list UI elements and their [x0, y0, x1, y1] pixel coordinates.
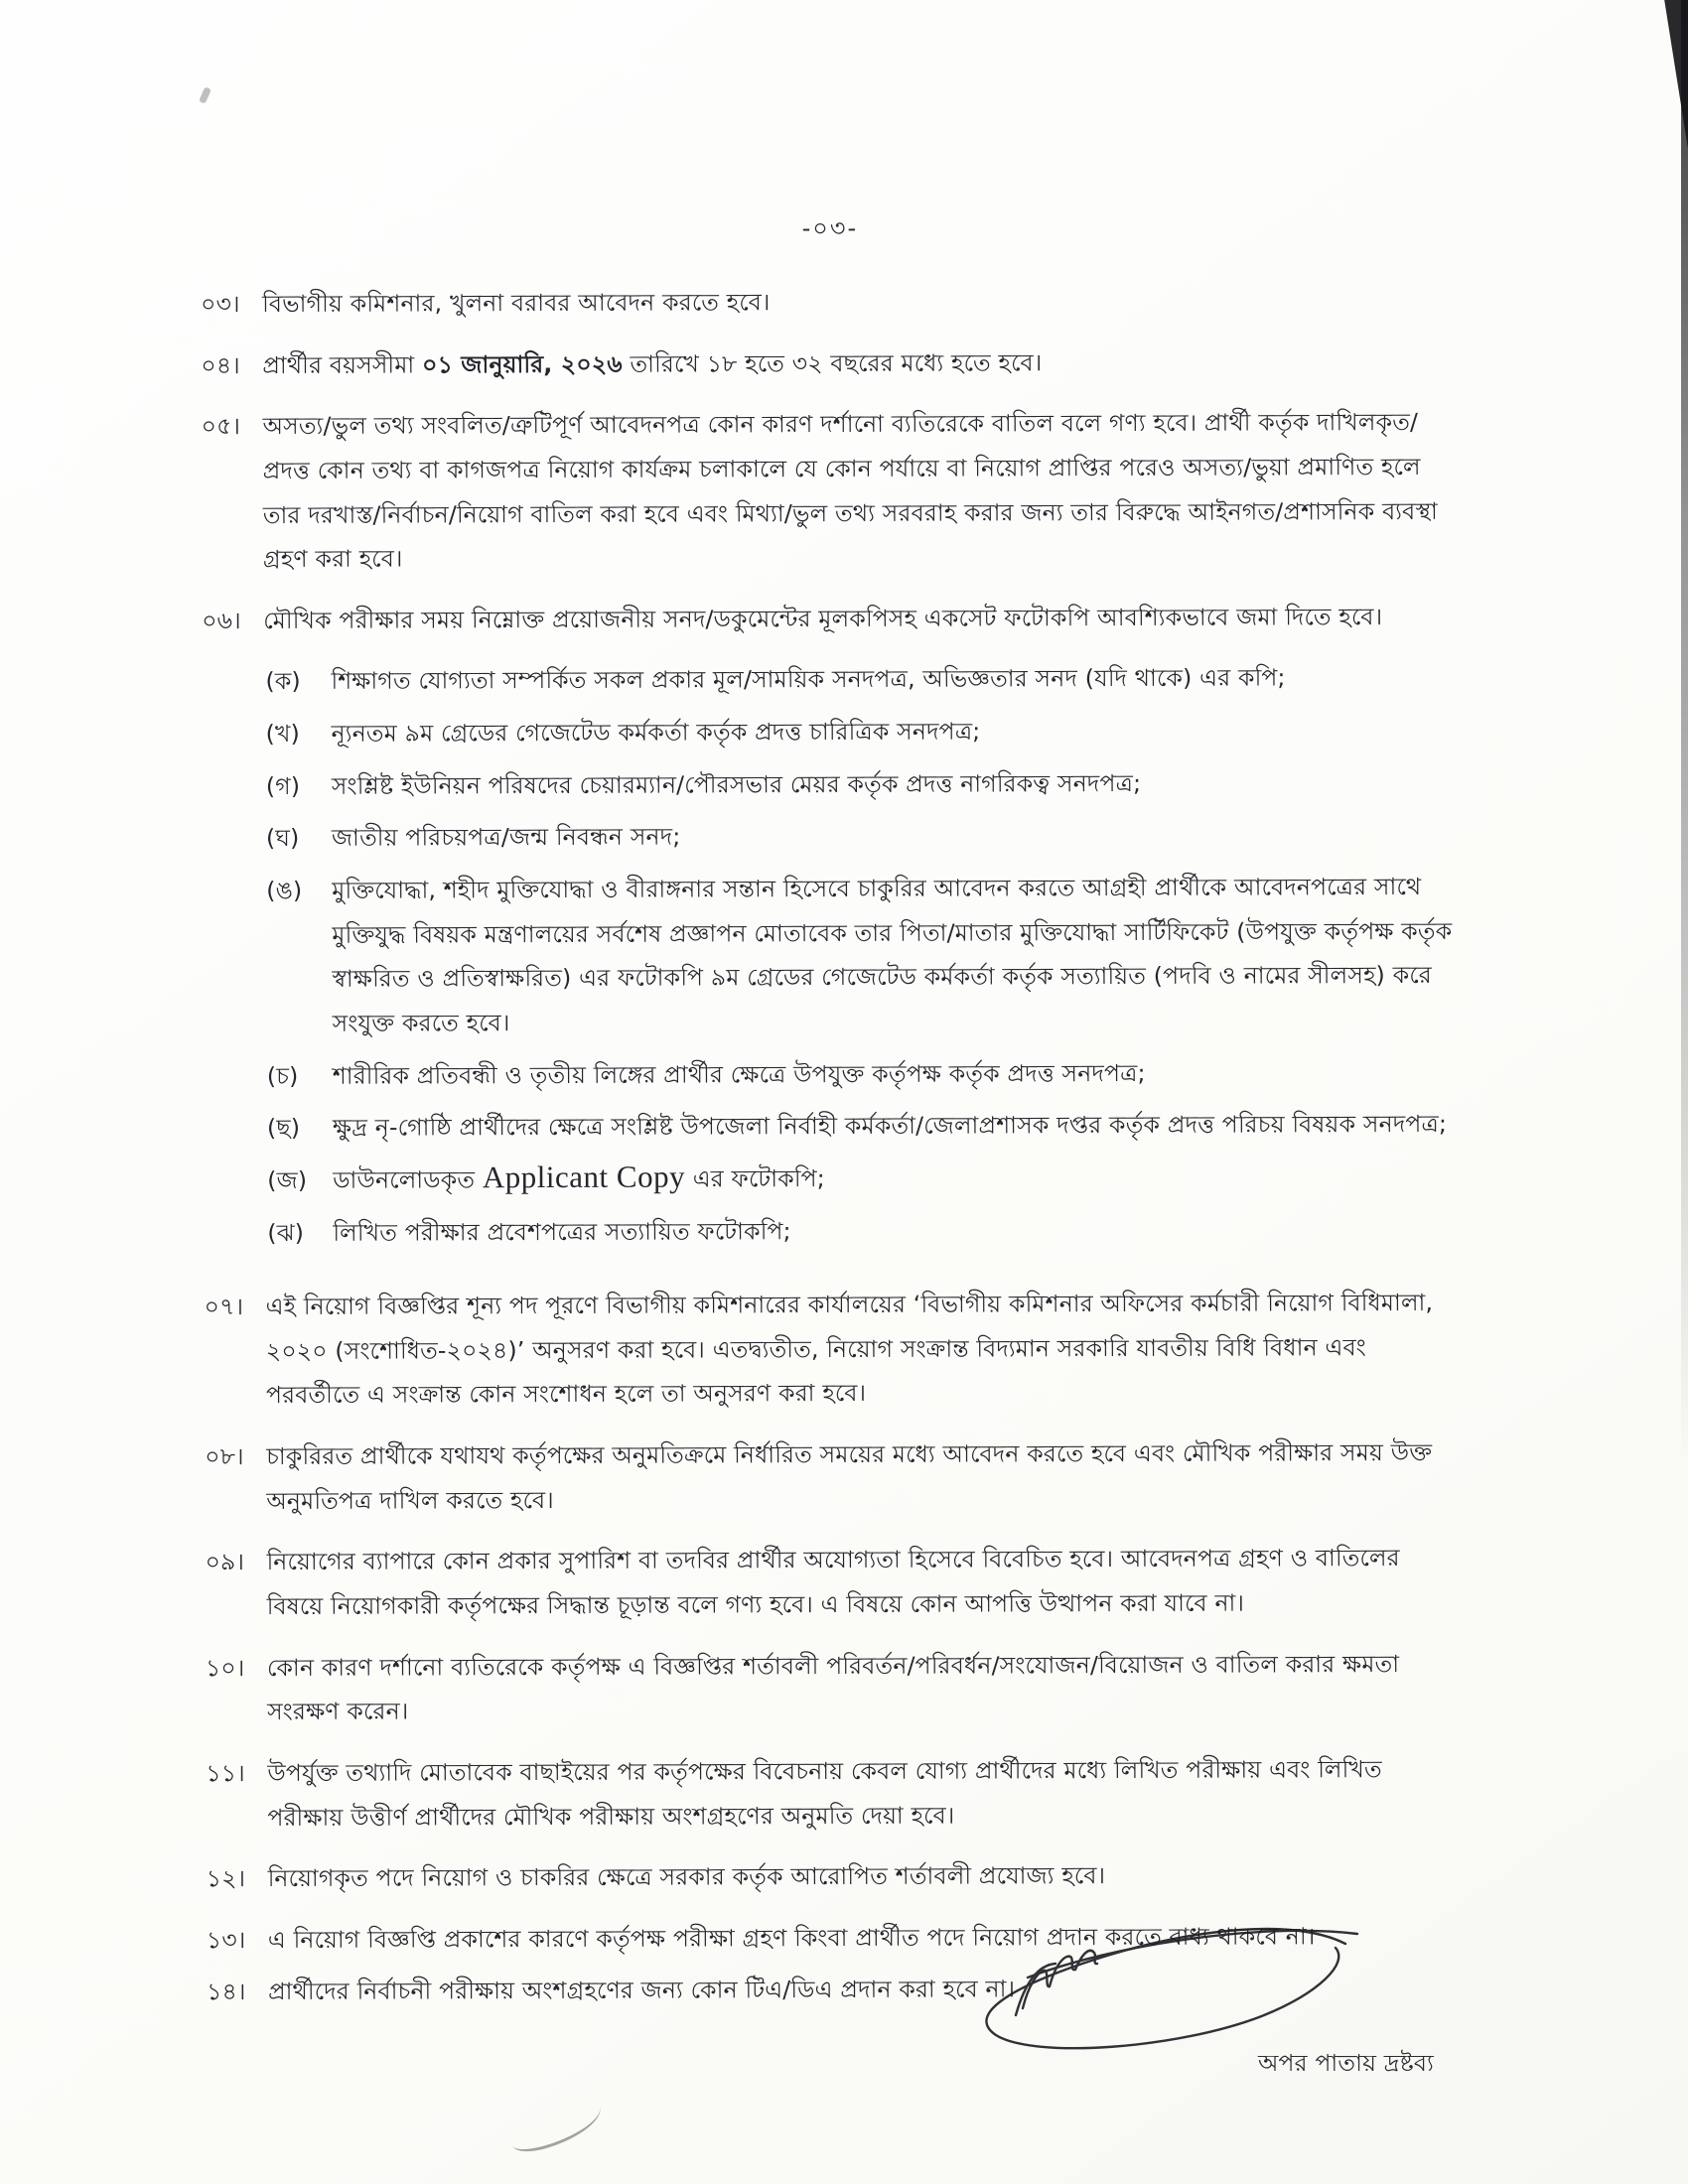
list-item	[201, 400, 1461, 582]
item-text: অসত্য/ভুল তথ্য সংবলিত/ত্রুটিপূর্ণ আবেদনপত্র কোন কারণ দর্শানো ব্যতিরেকে বাতিল বলে গণ্য হবে। প্রার্থী কর্তৃক দাখিলকৃত/ প্রদত্ত কোন তথ্য বা কাগজপত্র নিয়োগ কার্যক্রম চলাকালে যে কোন পর্যায়ে বা নিয়োগ প্রাপ্তির পরেও অসত্য/ভুয়া প্রমাণিত হলে তার দরখাস্ত/নির্বাচন/নিয়োগ বাতিল করা হবে এবং মিথ্যা/ভুল তথ্য সরবরাহ করার জন্য তার বিরুদ্ধে আইনগত/প্রশাসনিক ব্যবস্থা গ্রহণ করা হবে।	[262, 408, 1439, 574]
page-number: -০৩-	[801, 213, 859, 243]
list-item	[266, 708, 1462, 756]
item-number: ০৪।	[201, 350, 240, 379]
item-number: (ঝ)	[267, 1218, 305, 1247]
item-number: ১৪।	[207, 1977, 246, 2005]
item-number: ০৩।	[201, 290, 240, 319]
item-number: ১০।	[205, 1653, 245, 1682]
list-item	[266, 812, 1462, 861]
item-text: শারীরিক প্রতিবন্ধী ও তৃতীয় লিঙ্গের প্রার্থীর ক্ষেত্রে উপযুক্ত কর্তৃপক্ষ কর্তৃক প্রদত্ত সনদপত্র;	[332, 1058, 1146, 1090]
list-item	[267, 1155, 1463, 1203]
item-text: ক্ষুদ্র নৃ-গোষ্ঠি প্রার্থীদের ক্ষেত্রে সংশ্লিষ্ট উপজেলা নির্বাহী কর্মকর্তা/জেলাপ্রশাসক দপ্তর কর্তৃক প্রদত্ত পরিচয় বিষয়ক সনদপত্র;	[332, 1110, 1448, 1143]
item-text: জাতীয় পরিচয়পত্র/জন্ম নিবন্ধন সনদ;	[331, 822, 681, 853]
list-item	[266, 865, 1463, 1046]
item-number: ০৯।	[205, 1548, 245, 1576]
item-number: ০৫।	[201, 412, 241, 441]
item-number: (ক)	[265, 667, 301, 696]
item-text: এ নিয়োগ বিজ্ঞপ্তি প্রকাশের কারণে কর্তৃপক্ষ পরীক্ষা গ্রহণ কিংবা প্রার্থীত পদে নিয়োগ প্রদান করতে বাধ্য থাকবে না।	[267, 1922, 1316, 1954]
document-content	[201, 208, 1466, 2031]
list-item	[266, 760, 1462, 809]
list-item	[267, 1049, 1463, 1098]
item-number: (খ)	[265, 719, 301, 749]
item-number: (গ)	[265, 771, 301, 800]
scan-speck	[199, 86, 211, 103]
item-text: ডাউনলোডকৃত Applicant Copy এর ফটোকপি;	[333, 1159, 825, 1195]
item-text: প্রার্থীদের নির্বাচনী পরীক্ষায় অংশগ্রহণের জন্য কোন টিএ/ডিএ প্রদান করা হবে না।	[268, 1974, 1016, 2005]
item-number: ১১।	[206, 1759, 245, 1788]
item-number: ১২।	[206, 1864, 246, 1893]
item-number: (জ)	[267, 1165, 308, 1194]
footer-note: অপর পাতায় দ্রষ্টব্য	[1257, 2049, 1434, 2077]
item-text: এই নিয়োগ বিজ্ঞপ্তির শূন্য পদ পূরণে বিভাগীয় কমিশনারের কার্যালয়ের ‘বিভাগীয় কমিশনার অফিসের কর্মচারী নিয়োগ বিধিমালা, ২০২০ (সংশোধিত-২০২৪)’ অনুসরণ করা হবে। এতদ্ব্যতীত, নিয়োগ সংক্রান্ত বিদ্যমান সরকারি যাবতীয় বিধি বিধান এবং পরবর্তীতে এ সংক্রান্ত কোন সংশোধন হলে তা অনুসরণ করা হবে।	[265, 1289, 1434, 1410]
item-text: নিয়োগকৃত পদে নিয়োগ ও চাকরির ক্ষেত্রে সরকার কর্তৃক আরোপিত শর্তাবলী প্রযোজ্য হবে।	[267, 1861, 1106, 1893]
item-text: মুক্তিযোদ্ধা, শহীদ মুক্তিযোদ্ধা ও বীরাঙ্গনার সন্তান হিসেবে চাকুরির আবেদন করতে আগ্রহী প্রার্থীকে আবেদনপত্রের সাথে মুক্তিযুদ্ধ বিষয়ক মন্ত্রণালয়ের সর্বশেষ প্রজ্ঞাপন মোতাবেক তার পিতা/মাতার মুক্তিযোদ্ধা সার্টিফিকেট (উপযুক্ত কর্তৃপক্ষ কর্তৃক স্বাক্ষরিত ও প্রতিস্বাক্ষরিত) এর ফটোকপি ৯ম গ্রেডের গেজেটেড কর্মকর্তা কর্তৃক সত্যায়িত (পদবি ও নামের সীলসহ) করে সংযুক্ত করতে হবে।	[332, 872, 1453, 1037]
item-number: ১৩।	[206, 1925, 246, 1955]
latin-text: Applicant Copy	[482, 1159, 686, 1195]
item-text: মৌখিক পরীক্ষার সময় নিম্নোক্ত প্রয়োজনীয় সনদ/ডকুমেন্টের মূলকপিসহ একসেট ফটোকপি আবশ্যিকভাবে জমা দিতে হবে।	[263, 602, 1383, 634]
item-text: নিয়োগের ব্যাপারে কোন প্রকার সুপারিশ বা তদবির প্রার্থীর অযোগ্যতা হিসেবে বিবেচিত হবে। আবেদনপত্র গ্রহণ ও বাতিলের বিষয়ে নিয়োগকারী কর্তৃপক্ষের সিদ্ধান্ত চূড়ান্ত বলে গণ্য হবে। এ বিষয়ে কোন আপত্তি উত্থাপন করা যাবে না।	[266, 1544, 1400, 1621]
items-list	[201, 278, 1466, 2014]
item-text: শিক্ষাগত যোগ্যতা সম্পর্কিত সকল প্রকার মূল/সাময়িক সনদপত্র, অভিজ্ঞতার সনদ (যদি থাকে) এর কপি;	[331, 663, 1286, 696]
item-text: চাকুরিরত প্রার্থীকে যথাযথ কর্তৃপক্ষের অনুমতিক্রমে নির্ধারিত সময়ের মধ্যে আবেদন করতে হবে এবং মৌখিক পরীক্ষার সময় উক্ত অনুমতিপত্র দাখিল করতে হবে।	[266, 1437, 1433, 1515]
list-item	[201, 278, 1460, 327]
list-item	[265, 655, 1461, 704]
list-item	[267, 1206, 1463, 1255]
item-number: ০৭।	[204, 1293, 244, 1321]
list-item	[202, 595, 1461, 643]
list-item	[206, 1747, 1465, 1841]
item-number: (ঘ)	[265, 824, 300, 853]
list-item	[206, 1641, 1465, 1734]
item-text: লিখিত পরীক্ষার প্রবেশপত্রের সত্যায়িত ফটোকপি;	[333, 1216, 791, 1247]
list-item	[267, 1102, 1463, 1151]
item-text: ন্যূনতম ৯ম গ্রেডের গেজেটেড কর্মকর্তা কর্তৃক প্রদত্ত চারিত্রিক সনদপত্র;	[331, 717, 981, 748]
list-item	[207, 1852, 1466, 1901]
item-number: (চ)	[266, 1061, 299, 1090]
item-text: প্রার্থীর বয়সসীমা ০১ জানুয়ারি, ২০২৬ তারিখে ১৮ হতে ৩২ বছরের মধ্যে হতে হবে।	[262, 347, 1043, 379]
scan-page-curl	[505, 2094, 608, 2158]
scan-edge-line	[1681, 0, 1688, 1469]
item-text: বিভাগীয় কমিশনার, খুলনা বরাবর আবেদন করতে হবে।	[262, 288, 771, 319]
item-text: উপর্যুক্ত তথ্যাদি মোতাবেক বাছাইয়ের পর কর্তৃপক্ষের বিবেচনায় কেবল যোগ্য প্রার্থীদের মধ্যে লিখিত পরীক্ষায় এবং লিখিত পরীক্ষায় উত্তীর্ণ প্রার্থীদের মৌখিক পরীক্ষায় অংশগ্রহণের অনুমতি দেয়া হবে।	[267, 1755, 1382, 1832]
list-item	[201, 339, 1460, 387]
item-number: ০৬।	[202, 606, 241, 635]
item-text: কোন কারণ দর্শানো ব্যতিরেকে কর্তৃপক্ষ এ বিজ্ঞপ্তির শর্তাবলী পরিবর্তন/পরিবর্ধন/সংযোজন/বিয়োজন ও বাতিল করার ক্ষমতা সংরক্ষণ করেন।	[266, 1649, 1400, 1726]
list-item	[205, 1431, 1464, 1524]
list-item	[205, 1281, 1464, 1418]
item-number: (ঙ)	[266, 876, 303, 905]
item-text: সংশ্লিষ্ট ইউনিয়ন পরিষদের চেয়ারম্যান/পৌরসভার মেয়র কর্তৃক প্রদত্ত নাগরিকত্ব সনদপত্র;	[331, 768, 1142, 800]
item-number: ০৮।	[205, 1442, 244, 1471]
item-number: (ছ)	[266, 1114, 301, 1143]
list-item	[205, 1536, 1464, 1629]
